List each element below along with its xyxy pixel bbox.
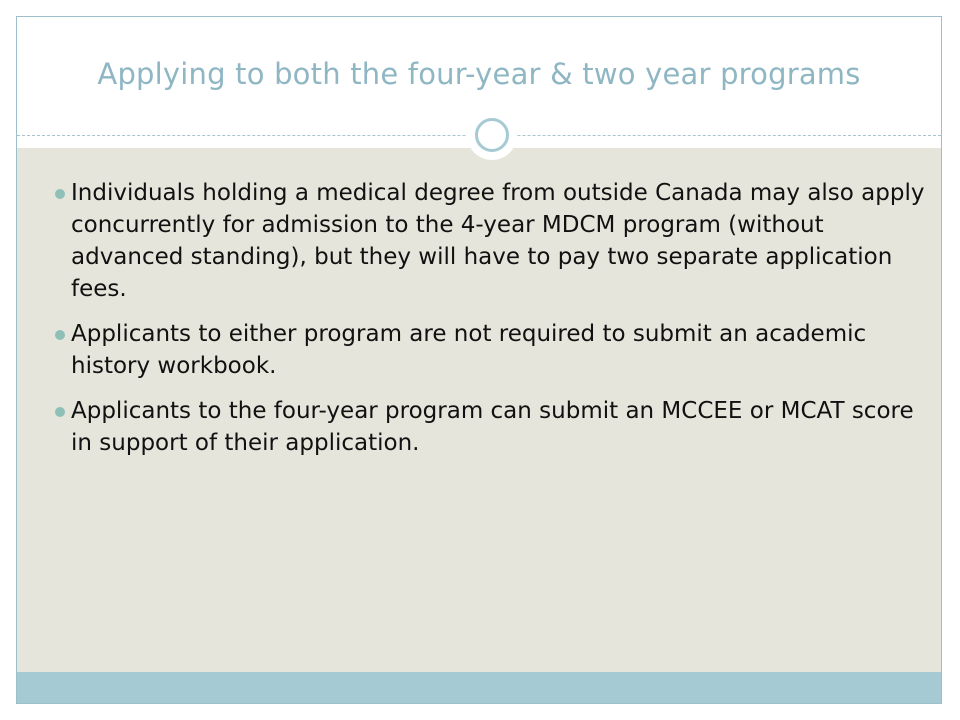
bullet-text: Applicants to the four-year program can submit an MCCEE or MCAT score in support of their application. (71, 398, 914, 456)
bullet-item (55, 395, 925, 459)
bullet-dot-icon (55, 189, 65, 199)
bullet-list (55, 177, 925, 472)
bullet-text: Applicants to either program are not required to submit an academic history workbook. (71, 321, 867, 379)
bullet-item (55, 318, 925, 382)
slide-title: Applying to both the four-year & two year programs (97, 57, 861, 91)
ring-icon (475, 118, 509, 152)
bullet-text: Individuals holding a medical degree from outside Canada may also apply concurrently for admission to the 4-year MDCM program (without advanced standing), but they will have to pay two separate application fees. (71, 180, 925, 302)
bullet-item (55, 177, 925, 305)
circle-ornament-icon (467, 110, 517, 160)
slide (16, 16, 942, 704)
bullet-dot-icon (55, 407, 65, 417)
footer-band (17, 672, 941, 704)
bullet-dot-icon (55, 330, 65, 340)
